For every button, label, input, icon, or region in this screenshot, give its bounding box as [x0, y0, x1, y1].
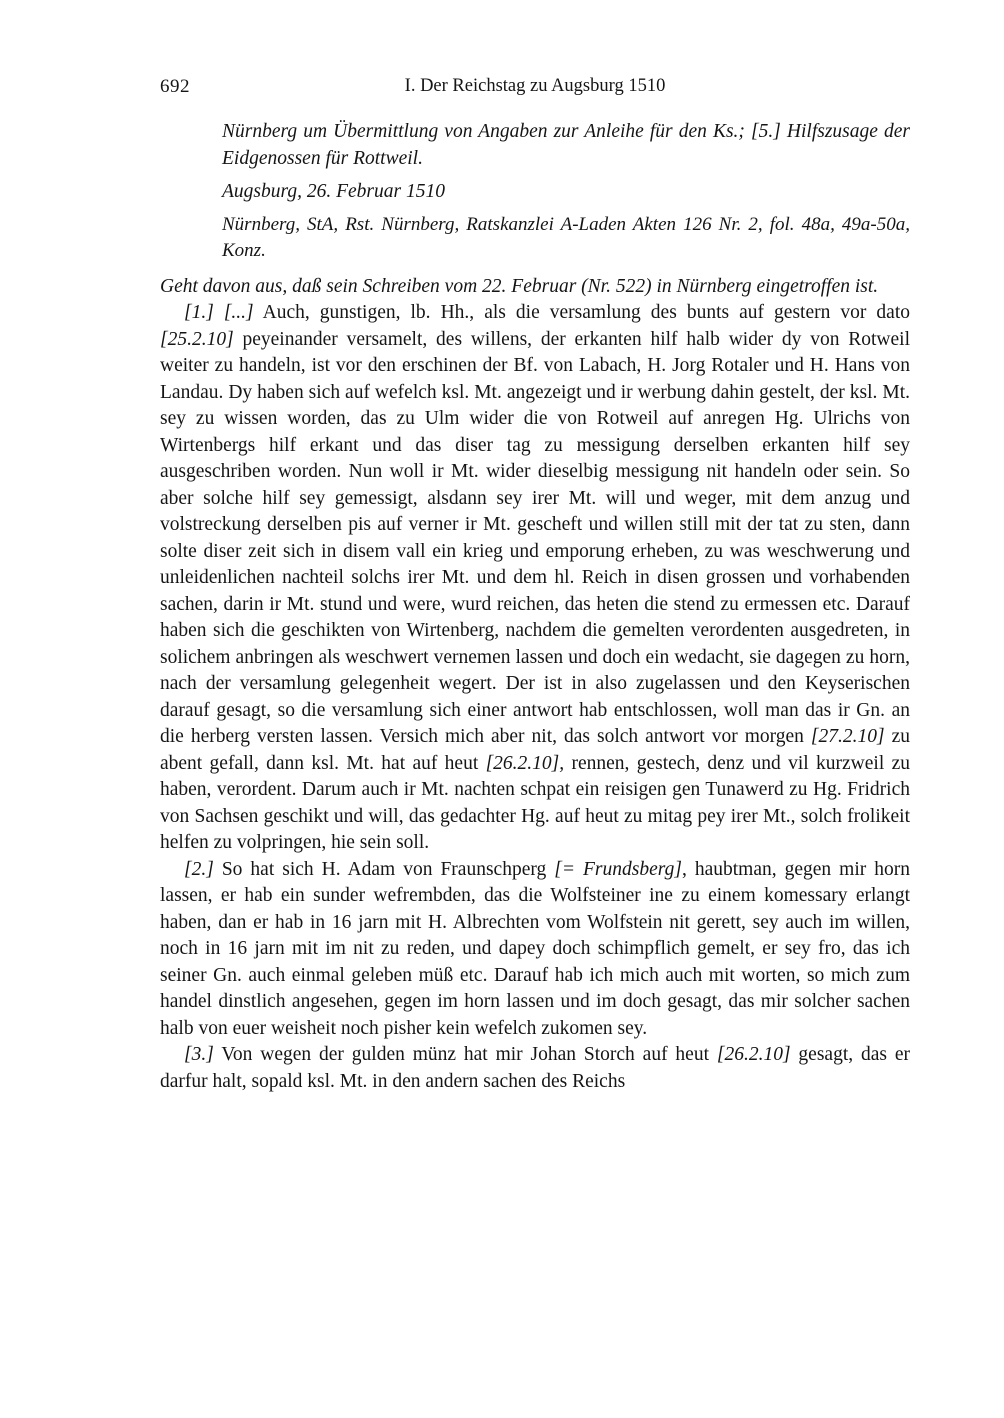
page-header — [160, 76, 910, 103]
body-paragraph-3: [3.] Von wegen der gulden münz hat mir Johan Storch auf heut [26.2.10] gesagt, das er darfur halt, sopald ksl. Mt. in den andern sachen des Reichs — [160, 1044, 910, 1092]
body-paragraph-1: [1.] [...] Auch, gunstigen, lb. Hh., als die versamlung des bunts auf gestern vor dato [25.2.10] peyeinander versamelt, des willens, der erkanten hilf halb wider dy von Rotweil weiter zu handeln, ist vor den erschinen der Bf. von Labach, H. Jorg Rotaler und H. Hans von Landau. Dy haben sich auf wefelch ksl. Mt. angezeigt und ir werbung dahin gestelt, der ksl. Mt. sey zu wissen worden, das zu Ulm wider die von Rotweil auf anregen Hg. Ulrichs von Wirtenbergs hilf erkant und das diser tag zu messigung derselben erkanten hilf sey ausgeschriben worden. Nun woll ir Mt. wider dieselbig messigung nit handeln oder sein. So aber solche hilf sey gemessigt, alsdann sey irer Mt. will und weger, mit dem anzug und volstreckung derselben pis auf verner ir Mt. gescheft und willen still mit der tat zu sten, dann solte diser zeit sich in disem vall ein krieg und emporung erheben, zu was weschwerung und unleidenlichen nachteil solchs irer Mt. und dem hl. Reich in disen grossen und vorhabenden sachen, darin ir Mt. stund und were, wurd reichen, das heten die stend zu ermessen etc. Darauf haben sich die geschikten von Wirtenberg, nachdem die gemelten verordenten ausgedreten, in solichem anbringen als weschwert vernemen lassen und doch ein wedacht, sie dagegen zu horn, nach der versamlung gelegenheit wegert. Der ist in also zugelassen und den Keyserischen darauf gesagt, so die versamlung sich einer antwort hab entschlossen, woll man das ir Gn. an die herberg versten lassen. Versich mich aber nit, das solch antwort vor morgen [27.2.10] zu abent gefall, dann ksl. Mt. hat auf heut [26.2.10], rennen, gestech, denz und vil kurzweil zu haben, verordent. Darum auch ir Mt. nachten schpat ein reisigen gen Tunawerd zu Hg. Fridrich von Sachsen geschikt und will, das gedachter Hg. auf heut zu mitag pey irer Mt., solch frolikeit helfen zu volpringen, hie sein soll. — [160, 302, 911, 853]
archival-source-citation: Nürnberg, StA, Rst. Nürnberg, Ratskanzlei A-Laden Akten 126 Nr. 2, fol. 48a, 49a-50a, Konz. — [222, 213, 910, 261]
regest-note: Geht davon aus, daß sein Schreiben vom 22. Februar (Nr. 522) in Nürnberg eingetroffen ist. — [160, 275, 879, 297]
body-text — [160, 300, 910, 1095]
body-paragraph-2: [2.] So hat sich H. Adam von Fraunschperg [= Frundsberg], haubtman, gegen mir horn lassen, er hab ein sunder wefrembden, das die Wolfsteiner ine zu einem komessary erlangt haben, dan er hab in 16 jarn mit H. Albrechten vom Wolfstein nit gerett, sey auch im willen, noch in 16 jarn mit im nit zu reden, und dapey doch schimpflich gemelt, er sey fro, das ich seiner Gn. auch einmal geleben müß etc. Darauf hab ich mich auch mit worten, so mich zum handel dinstlich angesehen, gegen im horn lassen und im doch gesagt, das mir solcher sachen halb von euer weisheit noch pisher kein wefelch zukomen sey. — [160, 858, 910, 1039]
document-summary: Nürnberg um Übermittlung von Angaben zur Anleihe für den Ks.; [5.] Hilfszusage der Eidgenossen für Rottweil. — [222, 121, 910, 169]
dateline: Augsburg, 26. Februar 1510 — [222, 181, 445, 202]
page-number: 692 — [160, 76, 190, 97]
running-head: I. Der Reichstag zu Augsburg 1510 — [404, 76, 666, 96]
